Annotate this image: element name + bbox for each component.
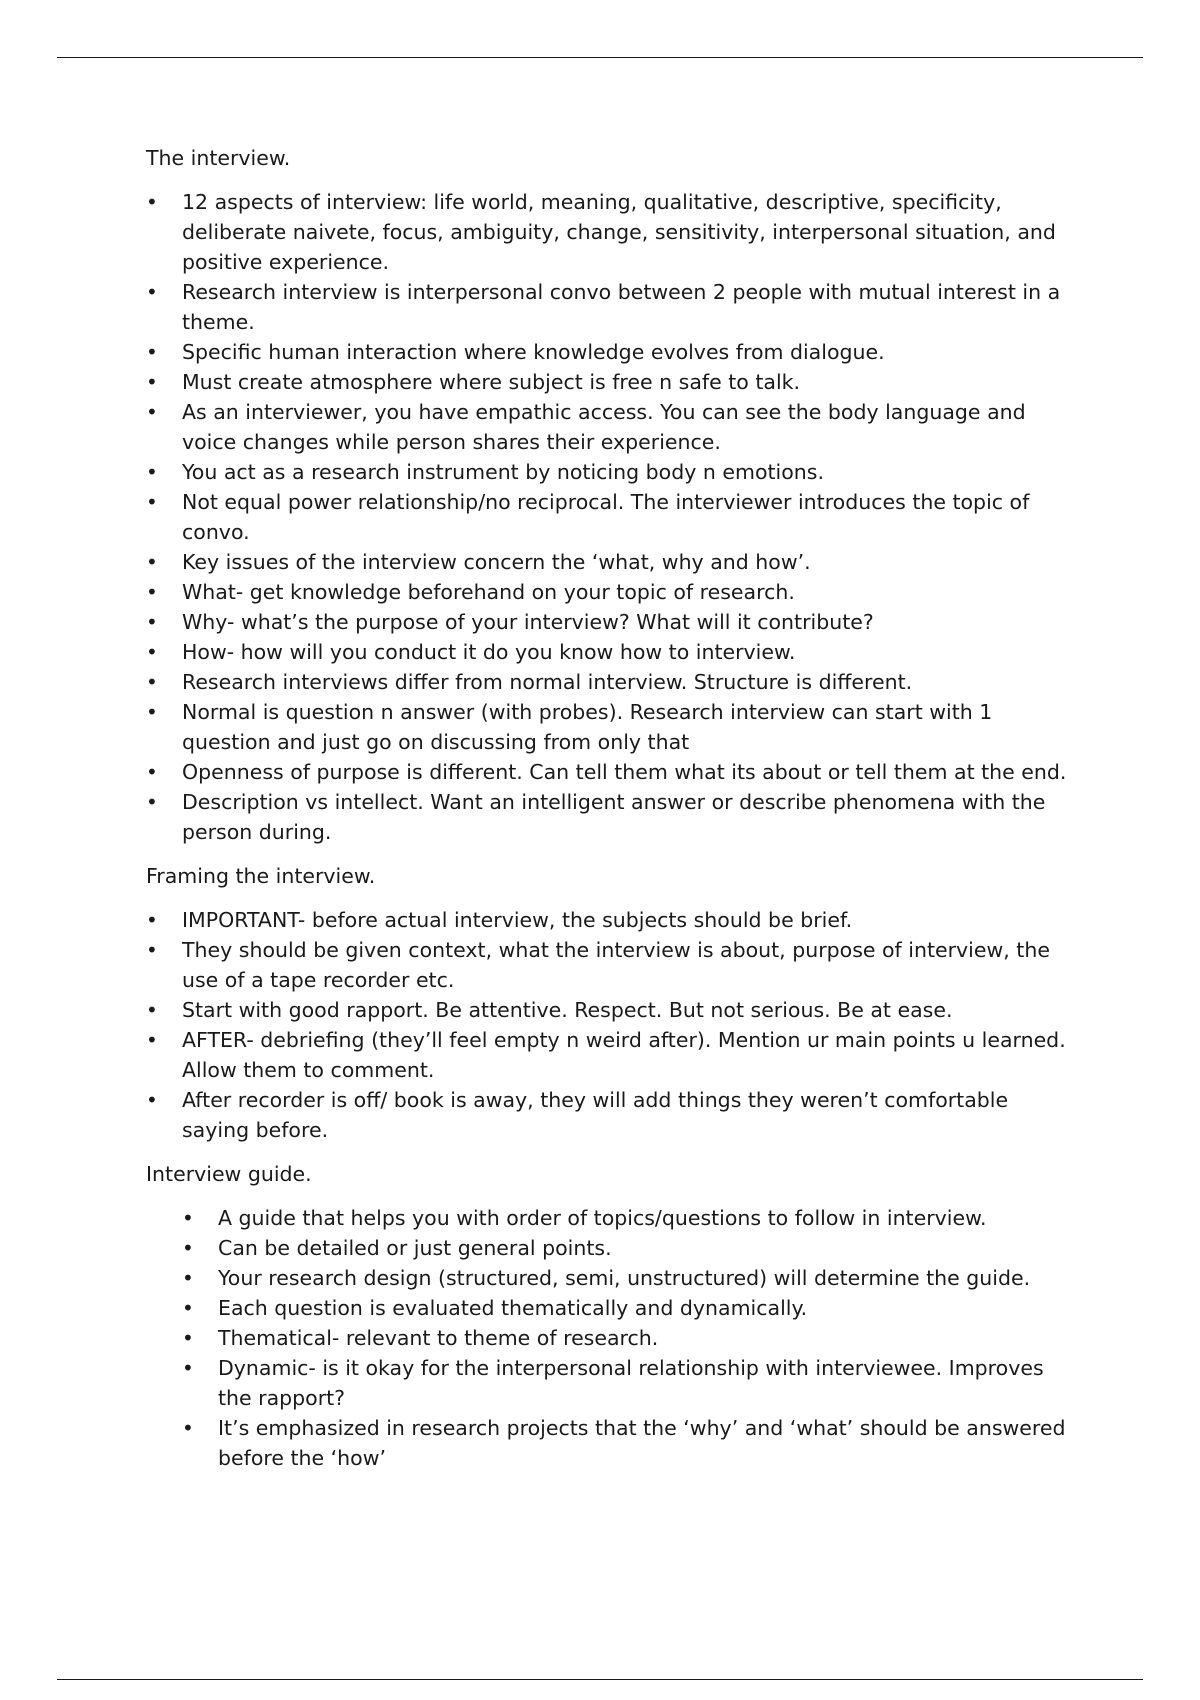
list-item: • They should be given context, what the interview is about, purpose of interview, the use of a tape recorder etc. <box>146 935 1076 995</box>
list-item: • Key issues of the interview concern the ‘what, why and how’. <box>146 547 1076 577</box>
list-item: • You act as a research instrument by noticing body n emotions. <box>146 457 1076 487</box>
header-rule <box>57 57 1143 58</box>
list-item: • Normal is question n answer (with probes). Research interview can start with 1 question and just go on discussing from only that <box>146 697 1076 757</box>
list-item: • Thematical- relevant to theme of research. <box>146 1323 1076 1353</box>
list-item: • A guide that helps you with order of topics/questions to follow in interview. <box>146 1203 1076 1233</box>
list-item: • Start with good rapport. Be attentive. Respect. But not serious. Be at ease. <box>146 995 1076 1025</box>
the-interview-list <box>146 187 1076 847</box>
list-item: • As an interviewer, you have empathic access. You can see the body language and voice changes while person shares their experience. <box>146 397 1076 457</box>
list-item: • Research interviews differ from normal interview. Structure is different. <box>146 667 1076 697</box>
list-item: • IMPORTANT- before actual interview, the subjects should be brief. <box>146 905 1076 935</box>
footer-rule <box>57 1679 1143 1680</box>
list-item: • After recorder is off/ book is away, they will add things they weren’t comfortable saying before. <box>146 1085 1076 1145</box>
list-item: • Why- what’s the purpose of your interview? What will it contribute? <box>146 607 1076 637</box>
list-item: • AFTER- debriefing (they’ll feel empty n weird after). Mention ur main points u learned. Allow them to comment. <box>146 1025 1076 1085</box>
section-heading-framing-the-interview: Framing the interview. <box>146 864 376 888</box>
list-item: • Each question is evaluated thematically and dynamically. <box>146 1293 1076 1323</box>
list-item: • Research interview is interpersonal convo between 2 people with mutual interest in a theme. <box>146 277 1076 337</box>
list-item: • Specific human interaction where knowledge evolves from dialogue. <box>146 337 1076 367</box>
list-item: • Openness of purpose is different. Can tell them what its about or tell them at the end. <box>146 757 1076 787</box>
list-item: • Your research design (structured, semi, unstructured) will determine the guide. <box>146 1263 1076 1293</box>
list-item: • Not equal power relationship/no reciprocal. The interviewer introduces the topic of convo. <box>146 487 1076 547</box>
section-heading-the-interview: The interview. <box>146 146 291 170</box>
interview-guide-list <box>146 1203 1076 1473</box>
framing-the-interview-list <box>146 905 1076 1145</box>
list-item: • Can be detailed or just general points. <box>146 1233 1076 1263</box>
list-item: • It’s emphasized in research projects that the ‘why’ and ‘what’ should be answered before the ‘how’ <box>146 1413 1076 1473</box>
list-item: • Must create atmosphere where subject is free n safe to talk. <box>146 367 1076 397</box>
list-item: • How- how will you conduct it do you know how to interview. <box>146 637 1076 667</box>
section-heading-interview-guide: Interview guide. <box>146 1162 312 1186</box>
list-item: • 12 aspects of interview: life world, meaning, qualitative, descriptive, specificity, deliberate naivete, focus, ambiguity, change, sensitivity, interpersonal situation, and positive experience. <box>146 187 1076 277</box>
list-item: • Dynamic- is it okay for the interpersonal relationship with interviewee. Improves the rapport? <box>146 1353 1076 1413</box>
list-item: • Description vs intellect. Want an intelligent answer or describe phenomena with the person during. <box>146 787 1076 847</box>
list-item: • What- get knowledge beforehand on your topic of research. <box>146 577 1076 607</box>
document-body <box>146 143 1076 1487</box>
